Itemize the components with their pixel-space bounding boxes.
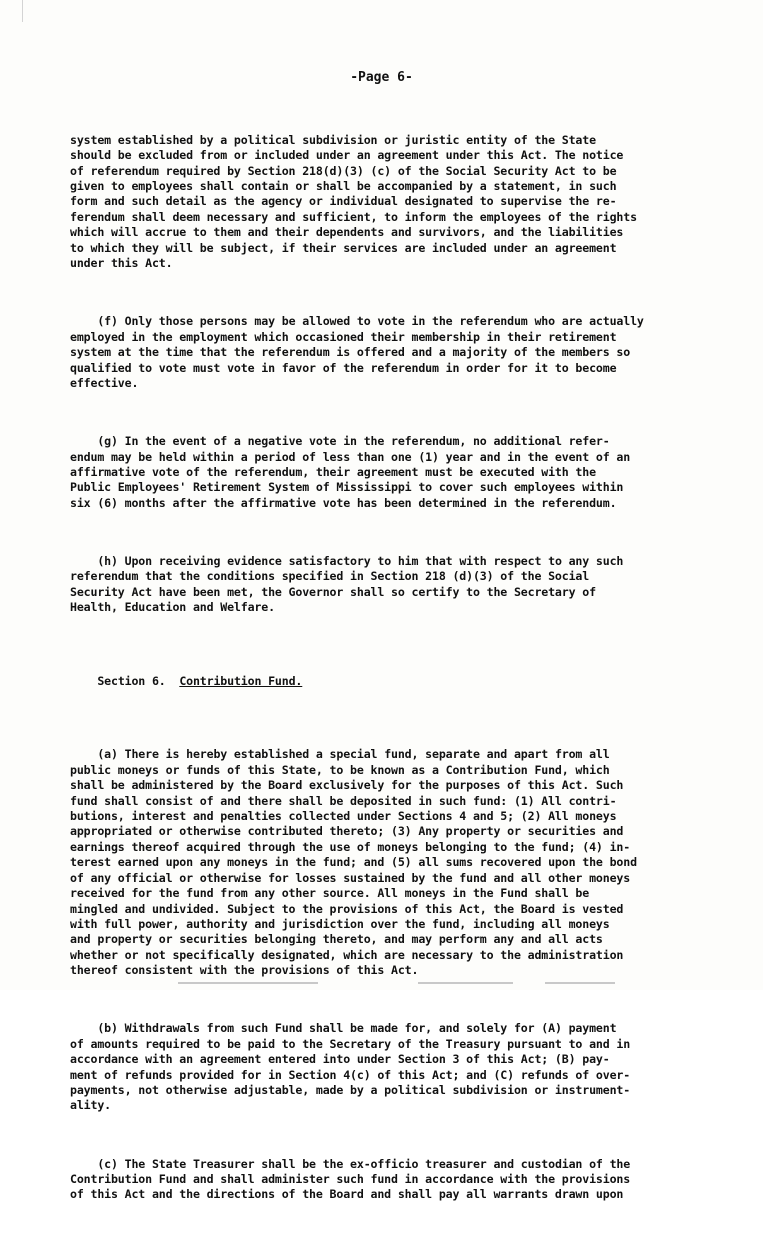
scan-artifact-footer-left: [178, 982, 318, 984]
paragraph-c: (c) The State Treasurer shall be the ex-officio treasurer and custodian of the Contribution Fund and shall administer such fund in accordance with the provisions of this Act and the directions of the Board and shall pay all warrants drawn upon: [70, 1156, 631, 1202]
paragraph-h: (h) Upon receiving evidence satisfactory to him that with respect to any such referendum that the conditions specified in Section 218 (d)(3) of the Social Security Act have been met, the Governor shall so certify to the Secretary of Health, Education and Welfare.: [70, 553, 624, 615]
paragraph-a: (a) There is hereby established a special fund, separate and apart from all public moneys or funds of this State, to be known as a Contribution Fund, which shall be administered by the Board exclusively for the purposes of this Act. Such fund shall consist of and there shall be deposited in such fund: (1) All contri- butions, interest and penalties collected under Sections 4 and 5; (2) All moneys appropriated or otherwise contributed thereto; (3) Any property or securities and earnings thereof acquired through the use of moneys belonging to the fund; (4) in- terest earned upon any moneys in the fund; and (5) all sums recovered upon the bond of any official or otherwise for losses sustained by the fund and all other moneys received for the fund from any other source. All moneys in the Fund shall be mingled and undivided. Subject to the provisions of this Act, the Board is vested with full power, authority and jurisdiction over the fund, including all moneys and property or securities belonging thereto, and may perform any and all acts whether or not specifically designated, which are necessary to the administration thereof consistent with the provisions of this Act.: [70, 747, 637, 978]
paragraph-b: (b) Withdrawals from such Fund shall be made for, and solely for (A) payment of amounts required to be paid to the Secretary of the Treasury pursuant to and in accordance with an agreement entered into under Section 3 of this Act; (B) pay- ment of refunds provided for in Section 4(c) of this Act; and (C) refunds of over- payments, not otherwise adjustable, made by a political subdivision or instrument- ality.: [70, 1021, 631, 1113]
section-number: Section 6.: [97, 673, 166, 688]
scan-artifact-footer-far-right: [545, 982, 615, 984]
section-title: Contribution Fund.: [179, 673, 303, 688]
document-body: [70, 102, 710, 1246]
scan-artifact-footer-right: [418, 982, 513, 984]
scan-mark-left: [22, 0, 23, 22]
paragraph-g: (g) In the event of a negative vote in the referendum, no additional refer- endum may be held within a period of less than one (1) year and in the event of an affirmative vote of the referendum, their agreement must be executed with the Public Employees' Retirement System of Mississippi to cover such employees within six (6) months after the affirmative vote has been determined in the referendum.: [70, 434, 631, 510]
paragraph-continuation: system established by a political subdivision or juristic entity of the State should be excluded from or included under an agreement under this Act. The notice of referendum required by Section 218(d)(3) (c) of the Social Security Act to be given to employees shall contain or shall be accompanied by a statement, in such form and such detail as the agency or individual designated to supervise the re- ferendum shall deem necessary and sufficient, to inform the employees of the rights which will accrue to them and their dependents and survivors, and the liabilities to which they will be subject, if their services are included under an agreement under this Act.: [70, 132, 637, 271]
paragraph-f: (f) Only those persons may be allowed to vote in the referendum who are actually employed in the employment which occasioned their membership in their retirement system at the time that the referendum is offered and a majority of the members so qualified to vote must vote in favor of the referendum in order for it to become effective.: [70, 314, 644, 390]
section-heading: [70, 674, 710, 689]
page-header: -Page 6-: [350, 70, 413, 85]
